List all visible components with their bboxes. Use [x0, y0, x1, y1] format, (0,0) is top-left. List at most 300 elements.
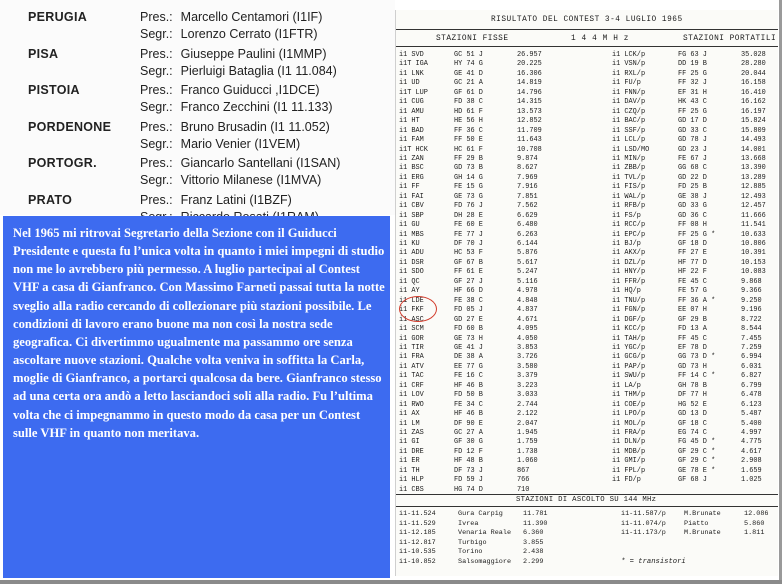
listening-cell: 11.390 — [523, 519, 548, 528]
rule-top — [396, 29, 778, 30]
table-cell: i1 COE/p — [612, 400, 646, 409]
table-cell: 28.280 — [741, 60, 766, 69]
table-cell: FD 50 B — [454, 391, 483, 400]
contest-results-document — [395, 10, 778, 576]
table-cell: i1 AY — [399, 287, 420, 296]
table-cell: GH 14 G — [454, 173, 483, 182]
president-line — [140, 47, 327, 61]
table-cell: 8.544 — [741, 325, 762, 334]
table-cell: EE 77 G — [454, 362, 483, 371]
secretary-name: Mario Venier (I1VEM) — [180, 136, 301, 151]
table-cell: EE 07 H — [678, 306, 707, 315]
table-cell: 14.315 — [517, 98, 542, 107]
listening-cell: Ivrea — [458, 519, 479, 528]
table-cell: FE 77 J — [454, 230, 483, 239]
table-cell: 4.050 — [517, 334, 538, 343]
listening-cell: 12.086 — [744, 510, 769, 518]
table-cell: 11.643 — [517, 136, 542, 145]
table-cell: FD 13 A — [678, 325, 707, 334]
listening-row — [396, 528, 778, 538]
table-cell: DE 38 A — [454, 353, 483, 362]
president-name: Marcello Centamori (I1IF) — [180, 10, 323, 24]
table-cell: GG 73 D * — [678, 353, 716, 362]
table-cell: FE 38 C — [454, 296, 483, 305]
section-officers-list — [0, 0, 395, 215]
listening-cell: 11.781 — [523, 510, 548, 518]
table-cell: i1 RFB/p — [612, 202, 646, 211]
table-cell: i1 DLN/p — [612, 438, 646, 447]
table-cell: 5.116 — [517, 277, 538, 286]
table-cell: i1 ZAS — [399, 429, 424, 437]
table-cell: i1 VSN/p — [612, 60, 646, 69]
table-cell: EF 78 D — [678, 343, 707, 352]
table-cell: 9.250 — [741, 296, 762, 305]
table-cell: i1 SBP — [399, 211, 424, 220]
pres-label: Pres.: — [140, 156, 173, 170]
table-cell: i1 PAP/p — [612, 362, 646, 371]
table-cell: 4.671 — [517, 315, 538, 324]
table-cell: GE 78 E * — [678, 466, 716, 475]
table-cell: i1 MOL/p — [612, 419, 646, 428]
table-cell: 5.617 — [517, 258, 538, 267]
table-cell: i1 EPC/p — [612, 230, 646, 239]
table-cell: 35.028 — [741, 51, 766, 59]
table-cell: 766 — [517, 476, 530, 485]
listening-cell: 1.811 — [744, 529, 765, 538]
president-name: Giuseppe Paulini (I1MMP) — [180, 46, 327, 61]
table-cell: 12.457 — [741, 202, 766, 211]
table-cell: 14.796 — [517, 88, 542, 97]
secretary-name: Vittorio Milanese (I1MVA) — [180, 173, 322, 187]
table-cell: FF 08 H — [678, 221, 707, 230]
listening-row — [396, 557, 778, 567]
table-cell: i1 TH — [399, 466, 420, 475]
table-cell: 13.289 — [741, 173, 766, 182]
table-cell: 12.852 — [517, 117, 542, 126]
secretary-name: Franco Zecchini (I1 11.133) — [180, 100, 333, 114]
table-cell: 3.726 — [517, 353, 538, 362]
table-cell: 10.806 — [741, 240, 766, 248]
table-cell: GE 38 J — [678, 192, 707, 201]
table-cell: i1 QC — [399, 277, 420, 286]
portable-stations-header: STAZIONI PORTATILI — [683, 35, 777, 43]
table-cell: i1 MIN/p — [612, 154, 646, 163]
table-cell: i1 UD — [399, 79, 420, 88]
table-cell: HF 22 F — [678, 268, 707, 277]
secretary-line — [140, 137, 300, 151]
red-circle-marker — [399, 296, 437, 322]
table-cell: HG 52 E — [678, 400, 707, 409]
table-cell: i1 LSD/MO — [612, 145, 650, 154]
listening-cell: i1-11.074/p — [621, 519, 666, 528]
table-cell: HC 61 F — [454, 145, 483, 154]
table-cell: 6.263 — [517, 230, 538, 239]
table-cell: DF 77 H — [678, 391, 707, 400]
secretary-name: Pierluigi Bataglia (I1 11.084) — [180, 63, 337, 78]
president-line — [140, 120, 330, 134]
table-cell: FD 05 J — [454, 306, 483, 315]
table-cell: FE 57 G — [678, 287, 707, 296]
table-cell: 6.629 — [517, 211, 538, 220]
table-cell: DD 19 B — [678, 60, 707, 69]
table-cell: GC 21 A — [454, 79, 483, 88]
story-text: Nel 1965 mi ritrovai Segretario della Sezione con il Guiducci Presidente e questa fu l’unica volta in quanto i miei impegni di studio non me lo avrebbero più permesso. A luglio partecipai al Contest VHF a casa di Gianfranco. Con Massimo Farneti passai tutta la notte sveglio alla radio cercando di collezionare più stazioni possibile. Le condizioni di lavoro erano buone ma non così la nostra sede geografica. Ci divertimmo ugualmente ma passammo ore senza ascoltare nuove stazioni. Qualche volta veniva in soffitta la Carla, moglie di Gianfranco, a portarci qualcosa da bere. Gianfranco stesso ad una certa ora andò a letto lasciandoci soli alla radio. Fu l’ultima volta che ci impegnammo in questo modo da casa per un Contest sulle VHF in quanto non meritava. — [13, 226, 385, 440]
table-cell: 1.025 — [741, 476, 762, 485]
listening-stations-title: STAZIONI DI ASCOLTO SU 144 MHz — [516, 496, 657, 504]
table-cell: 5.487 — [741, 410, 762, 419]
table-cell: FF 25 G * — [678, 230, 716, 239]
listening-cell: Turbigo — [458, 538, 487, 547]
table-cell: i1 KCC/p — [612, 325, 646, 334]
table-cell: 13.390 — [741, 164, 766, 173]
table-cell: i1 BAC/p — [612, 117, 646, 126]
pres-label: Pres.: — [140, 10, 173, 24]
table-cell: GC 51 J — [454, 51, 483, 59]
table-cell: i1 FD/p — [612, 476, 641, 485]
table-cell: DF 70 J — [454, 240, 483, 248]
table-cell: 6.994 — [741, 353, 762, 362]
table-cell: 13.573 — [517, 107, 542, 116]
table-cell: 7.851 — [517, 192, 538, 201]
president-name: Franz Latini (I1BZF) — [180, 192, 292, 207]
table-cell: i1 TIR — [399, 343, 424, 352]
table-cell: DF 73 J — [454, 466, 483, 475]
table-cell: 7.969 — [517, 173, 538, 182]
table-cell: HF 77 D — [678, 258, 707, 267]
table-cell: FD 59 J — [454, 476, 483, 485]
table-cell: i1 AX — [399, 410, 420, 419]
secretary-line — [140, 173, 321, 187]
table-cell: 4.617 — [741, 447, 762, 456]
listening-cell: i1-12.185 — [399, 529, 436, 538]
table-cell: 26.957 — [517, 51, 542, 59]
table-cell: GF 29 C * — [678, 457, 716, 466]
listening-row — [396, 538, 778, 548]
president-name: Franco Guiducci ,I1DCE) — [180, 83, 320, 97]
table-cell: FF 27 E — [678, 249, 707, 258]
listening-cell: Venaria Reale — [458, 529, 512, 538]
table-cell: i1 KU — [399, 240, 420, 248]
rule-lower — [396, 494, 778, 495]
table-cell: FF 14 C * — [678, 372, 716, 381]
table-cell: 5.876 — [517, 249, 538, 258]
table-cell: GF 30 G — [454, 438, 483, 447]
table-cell: 3.853 — [517, 343, 538, 352]
listening-cell: i1-11.529 — [399, 519, 436, 528]
segr-label: Segr.: — [140, 63, 173, 78]
table-cell: i1 SSF/p — [612, 126, 646, 135]
table-cell: HY 74 G — [454, 60, 483, 69]
table-cell: 4.837 — [517, 306, 538, 315]
table-cell: GF 61 D — [454, 88, 483, 97]
table-cell: FF 36 C — [454, 126, 483, 135]
table-cell: i1 WAL/p — [612, 192, 646, 201]
table-cell: i1 BJ/p — [612, 240, 641, 248]
listening-cell: Gura Carpig — [458, 510, 503, 518]
table-cell: GE 73 G — [454, 192, 483, 201]
table-cell: 3.033 — [517, 391, 538, 400]
pres-label: Pres.: — [140, 192, 173, 207]
listening-cell: i1-12.817 — [399, 538, 436, 547]
table-cell: i1 FAI — [399, 192, 424, 201]
table-cell: i1 FAM — [399, 136, 424, 145]
table-cell: GD 33 G — [678, 202, 707, 211]
table-cell: 7.562 — [517, 202, 538, 211]
table-cell: FE 16 C — [454, 372, 483, 381]
table-cell: i1 LCL/p — [612, 136, 646, 145]
table-cell: 1.659 — [741, 466, 762, 475]
listening-cell: i1-10.852 — [399, 558, 436, 566]
table-cell: i1 HLP — [399, 476, 424, 485]
table-cell: 15.809 — [741, 126, 766, 135]
table-cell: i1 HT — [399, 117, 420, 126]
table-cell: FD 76 J — [454, 202, 483, 211]
table-cell: i1 LA/p — [612, 381, 641, 390]
table-cell: 9.874 — [517, 154, 538, 163]
fixed-stations-header: STAZIONI FISSE — [436, 35, 509, 43]
table-cell: i1 TVL/p — [612, 173, 646, 182]
table-cell: 12.493 — [741, 192, 766, 201]
city-name: PRATO — [28, 192, 73, 207]
listening-cell: M.Brunate — [684, 510, 721, 518]
table-cell: i1 FGN/p — [612, 306, 646, 315]
table-cell: i1 DSR — [399, 258, 424, 267]
president-line — [140, 156, 340, 170]
president-line — [140, 83, 320, 97]
table-cell: GF 29 C * — [678, 447, 716, 456]
table-cell: i1 TAC — [399, 372, 424, 381]
table-cell: 9.868 — [741, 277, 762, 286]
table-cell: 6.827 — [741, 372, 762, 381]
table-cell: 6.031 — [741, 362, 762, 371]
table-cell: 10.708 — [517, 145, 542, 154]
table-cell: HE 56 H — [454, 117, 483, 126]
table-cell: FE 45 C — [678, 277, 707, 286]
table-cell: 1.759 — [517, 438, 538, 447]
table-cell: FG 45 D * — [678, 438, 716, 447]
pres-label: Pres.: — [140, 119, 173, 134]
table-cell: i1 HNY/p — [612, 268, 646, 277]
table-cell: i1 FKF — [399, 306, 424, 315]
president-line — [140, 193, 292, 207]
table-cell: GD 73 B — [454, 164, 483, 173]
listening-cell: M.Brunate — [684, 529, 721, 538]
table-cell: i1T HCK — [399, 145, 428, 154]
table-cell: i1 ER — [399, 457, 420, 466]
table-cell: 12.885 — [741, 183, 766, 192]
table-cell: 16.197 — [741, 107, 766, 116]
table-cell: 16.410 — [741, 88, 766, 97]
listening-row — [396, 509, 778, 519]
table-cell: 2.744 — [517, 400, 538, 409]
city-name: PISTOIA — [28, 83, 80, 97]
table-cell: 6.478 — [741, 391, 762, 400]
table-cell: i1 TNU/p — [612, 296, 646, 305]
table-cell: i1 RXL/p — [612, 69, 646, 78]
table-cell: GD 13 D — [678, 410, 707, 419]
pres-label: Pres.: — [140, 46, 173, 61]
table-cell: i1 ASC — [399, 315, 424, 324]
city-name: PERUGIA — [28, 10, 88, 24]
table-cell: i1 GMI/p — [612, 457, 646, 466]
table-cell: GD 17 D — [678, 117, 707, 126]
table-cell: i1 LOV — [399, 391, 424, 400]
table-cell: FD 12 F — [454, 447, 483, 456]
table-cell: GD 22 D — [678, 173, 707, 182]
table-cell: i1 LNK — [399, 69, 424, 78]
table-cell: i1 CBS — [399, 485, 424, 494]
table-cell: 10.391 — [741, 249, 766, 258]
table-cell: GF 67 B — [454, 258, 483, 267]
table-cell: 2.908 — [741, 457, 762, 466]
segr-label: Segr.: — [140, 136, 173, 151]
table-cell: 6.799 — [741, 381, 762, 390]
table-cell: 14.001 — [741, 145, 766, 154]
table-cell: 16.306 — [517, 69, 542, 78]
table-cell: i1 AMU — [399, 107, 424, 116]
table-cell: i1 ATV — [399, 362, 424, 371]
table-cell: GD 23 J — [678, 145, 707, 154]
table-cell: GG 68 C — [678, 164, 707, 173]
rule-header — [396, 46, 778, 47]
table-cell: i1 SDO — [399, 268, 424, 277]
table-cell: 5.247 — [517, 268, 538, 277]
table-cell: i1T LUP — [399, 88, 428, 97]
table-cell: FE 34 C — [454, 400, 483, 409]
table-cell: 8.627 — [517, 164, 538, 173]
table-cell: FE 15 G — [454, 183, 483, 192]
table-cell: i1 FRA/p — [612, 429, 646, 437]
table-cell: i1 GOR — [399, 334, 424, 343]
table-cell: i1 FPL/p — [612, 466, 646, 475]
story-box — [3, 216, 390, 578]
table-cell: HF 46 B — [454, 410, 483, 419]
table-cell: FG 63 J — [678, 51, 707, 59]
table-cell: HF 48 B — [454, 457, 483, 466]
table-cell: FF 36 A * — [678, 296, 716, 305]
table-cell: HD 61 F — [454, 107, 483, 116]
frame-edge-bottom — [0, 580, 782, 584]
table-cell: GD 33 C — [678, 126, 707, 135]
table-cell: 6.144 — [517, 240, 538, 248]
table-cell: FF 25 G — [678, 69, 707, 78]
city-name: PORDENONE — [28, 119, 112, 134]
table-cell: i1 DGF/p — [612, 315, 646, 324]
president-name: Giancarlo Santellani (I1SAN) — [180, 156, 341, 170]
table-cell: FF 29 B — [454, 154, 483, 163]
table-cell: 16.162 — [741, 98, 766, 107]
table-cell: 13.668 — [741, 154, 766, 163]
table-cell: i1T IGA — [399, 60, 428, 69]
table-cell: 10.083 — [741, 268, 766, 277]
table-cell: GE 41 J — [454, 343, 483, 352]
listening-cell: 3.855 — [523, 538, 544, 547]
listening-cell: 6.360 — [523, 529, 544, 538]
table-cell: i1 GCG/p — [612, 353, 646, 362]
table-cell: i1 CBV — [399, 202, 424, 211]
table-cell: 9.366 — [741, 287, 762, 296]
table-cell: i1 CRF — [399, 381, 424, 390]
table-cell: i1 HQ/p — [612, 287, 641, 296]
listening-cell: 2.299 — [523, 558, 544, 566]
table-cell: i1 DAV/p — [612, 98, 646, 107]
table-cell: i1 THM/p — [612, 391, 646, 400]
table-cell: i1 SWU/p — [612, 372, 646, 381]
listening-cell: Torino — [458, 548, 483, 557]
table-cell: 10.633 — [741, 230, 766, 239]
listening-cell: 5.860 — [744, 519, 765, 528]
secretary-line — [140, 27, 318, 41]
table-cell: i1 DZL/p — [612, 258, 646, 267]
table-cell: 16.158 — [741, 79, 766, 88]
president-line — [140, 10, 322, 24]
table-cell: i1 MDB/p — [612, 447, 646, 456]
table-cell: i1 BSC — [399, 164, 424, 173]
table-cell: FF 45 C — [678, 334, 707, 343]
doc-title: RISULTATO DEL CONTEST 3-4 LUGLIO 1965 — [491, 16, 683, 24]
table-cell: i1 YGC/p — [612, 343, 646, 352]
rule-lower-2 — [396, 506, 778, 507]
listening-cell: i1-11.524 — [399, 510, 436, 518]
table-cell: 7.916 — [517, 183, 538, 192]
table-cell: i1 SVD — [399, 51, 424, 59]
secretary-name: Lorenzo Cerrato (I1FTR) — [180, 27, 318, 41]
table-cell: i1 BAD — [399, 126, 424, 135]
table-cell: i1 ZAN — [399, 154, 424, 163]
listening-cell: i1-10.535 — [399, 548, 436, 557]
table-cell: i1 FS/p — [612, 211, 641, 220]
table-cell: GF 29 B — [678, 315, 707, 324]
listening-cell: i1-11.173/p — [621, 529, 666, 538]
table-cell: GD 27 E — [454, 315, 483, 324]
table-cell: 11.541 — [741, 221, 766, 230]
listening-row — [396, 519, 778, 529]
table-cell: FE 67 J — [678, 154, 707, 163]
city-name: PORTOGR. — [28, 156, 97, 170]
table-cell: 2.047 — [517, 419, 538, 428]
table-cell: 9.196 — [741, 306, 762, 315]
table-cell: i1 FU/p — [612, 79, 641, 88]
table-cell: i1 RCC/p — [612, 221, 646, 230]
table-cell: 3.223 — [517, 381, 538, 390]
table-cell: i1 CUG — [399, 98, 424, 107]
table-cell: GH 78 B — [678, 381, 707, 390]
table-cell: GF 18 C — [678, 419, 707, 428]
table-cell: HG 74 D — [454, 485, 483, 494]
table-cell: i1 ZBB/p — [612, 164, 646, 173]
table-cell: 10.153 — [741, 258, 766, 267]
table-cell: i1 FFR/p — [612, 277, 646, 286]
table-cell: 3.379 — [517, 372, 538, 381]
table-cell: i1 LM — [399, 419, 420, 428]
listening-row — [396, 547, 778, 557]
table-cell: i1 CZQ/p — [612, 107, 646, 116]
table-cell: 3.580 — [517, 362, 538, 371]
table-cell: i1 FRA — [399, 353, 424, 362]
table-cell: FF 61 E — [454, 268, 483, 277]
table-cell: i1 TAH/p — [612, 334, 646, 343]
president-name: Bruno Brusadin (I1 11.052) — [180, 119, 330, 134]
table-cell: 4.978 — [517, 287, 538, 296]
table-cell: i1 LCK/p — [612, 51, 646, 59]
table-cell: FF 25 G — [678, 107, 707, 116]
table-cell: i1 LPO/p — [612, 410, 646, 419]
table-cell: FD 60 B — [454, 325, 483, 334]
table-cell: HF 46 B — [454, 381, 483, 390]
table-cell: FE 60 E — [454, 221, 483, 230]
table-cell: 11.666 — [741, 211, 766, 220]
table-cell: 8.722 — [741, 315, 762, 324]
